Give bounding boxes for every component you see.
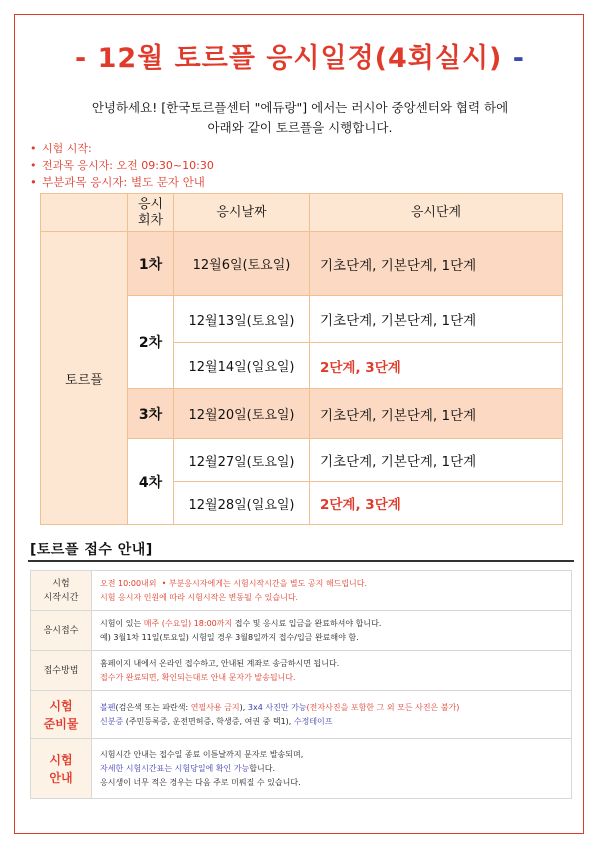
notice-body: 시험이 있는 매주 (수요일) 18:00까지 접수 및 응시료 입금을 완료하셔야 합니다. 예) 3월1차 11일(토요일) 시험일 경우 3월8일까지 접수/입금 완료해야 함.: [92, 611, 572, 651]
notice-label: 시험 시작시간: [31, 571, 92, 611]
date-cell: 12월13일(토요일): [174, 296, 310, 343]
header-round: 응시 회차: [128, 194, 174, 232]
table-row: [41, 232, 563, 296]
date-cell: 12월20일(토요일): [174, 389, 310, 439]
round-cell: 3차: [128, 389, 174, 439]
header-stage: 응시단계: [310, 194, 563, 232]
notice-row-supplies: [31, 691, 572, 739]
title-text: 12월 토르플 응시일정(4회실시): [97, 43, 503, 74]
stage-cell: 2단계, 3단계: [310, 343, 563, 389]
notice-title-underline: [28, 560, 574, 562]
date-cell: 12월27일(토요일): [174, 439, 310, 482]
notice-label: 시험 준비물: [31, 691, 92, 739]
notice-row-guide: [31, 739, 572, 799]
notice-table: [30, 570, 572, 799]
notice-label: 시험 안내: [31, 739, 92, 799]
notice-row-method: [31, 651, 572, 691]
notice-body: 오전 10:00내외 • 부분응시자에게는 시험시작시간을 별도 공지 해드립니다. 시험 응시자 인원에 따라 시험시작은 변동될 수 있습니다.: [92, 571, 572, 611]
bullet-item: • 부분과목 응시자: 별도 문자 안내: [30, 175, 205, 189]
notice-body: 홈페이지 내에서 온라인 접수하고, 안내된 계좌로 송금하시면 됩니다. 접수가 완료되면, 확인되는대로 안내 문자가 발송됩니다.: [92, 651, 572, 691]
notice-row-start-time: [31, 571, 572, 611]
round-cell: 2차: [128, 296, 174, 389]
bullet-dot-icon: •: [30, 175, 37, 189]
bullet-dot-icon: •: [30, 142, 37, 155]
schedule-table: [40, 193, 563, 525]
bullet-item: • 전과목 응시자: 오전 09:30~10:30: [30, 159, 214, 172]
stage-cell: 기초단계, 기본단계, 1단계: [310, 389, 563, 439]
notice-title: [토르플 접수 안내]: [30, 542, 153, 558]
date-cell: 12월14일(일요일): [174, 343, 310, 389]
title-dash-left: -: [75, 43, 88, 74]
notice-row-apply: [31, 611, 572, 651]
date-cell: 12월28일(일요일): [174, 482, 310, 525]
date-cell: 12월6일(토요일): [174, 232, 310, 296]
page-title: [0, 36, 600, 75]
notice-label: 응시접수: [31, 611, 92, 651]
intro-line-1: 안녕하세요! [한국토르플센터 "에듀랑"] 에서는 러시아 중앙센터와 협력 하에: [91, 100, 509, 115]
notice-body: 시험시간 안내는 접수일 종료 이튿날까지 문자로 발송되며, 자세한 시험시간표는 시험당일에 확인 가능합니다. 응시생이 너무 적은 경우는 다음 주로 미뤄질 수 있습니다.: [92, 739, 572, 799]
bullet-dot-icon: •: [30, 159, 37, 172]
header-date: 응시날짜: [174, 194, 310, 232]
bullet-item: • 시험 시작:: [30, 142, 92, 155]
category-cell: 토르플: [41, 232, 128, 525]
header-category: [41, 194, 128, 232]
exam-time-bullets: [30, 140, 214, 191]
notice-body: 볼펜(검은색 또는 파란색: 연필사용 금지), 3x4 사진만 가능(전자사진을 포함한 그 외 모든 사진은 불가) 신분증 (주민등록증, 운전면허증, 학생증, 여권 중 택1), 수정테이프: [92, 691, 572, 739]
round-cell: 4차: [128, 439, 174, 525]
round-cell: 1차: [128, 232, 174, 296]
stage-cell: 기초단계, 기본단계, 1단계: [310, 296, 563, 343]
stage-cell: 기초단계, 기본단계, 1단계: [310, 439, 563, 482]
stage-cell: 기초단계, 기본단계, 1단계: [310, 232, 563, 296]
stage-cell: 2단계, 3단계: [310, 482, 563, 525]
title-dash-right: -: [512, 43, 525, 74]
intro-line-2: 아래와 같이 토르플을 시행합니다.: [207, 120, 393, 135]
schedule-header-row: [41, 194, 563, 232]
notice-label: 접수방법: [31, 651, 92, 691]
